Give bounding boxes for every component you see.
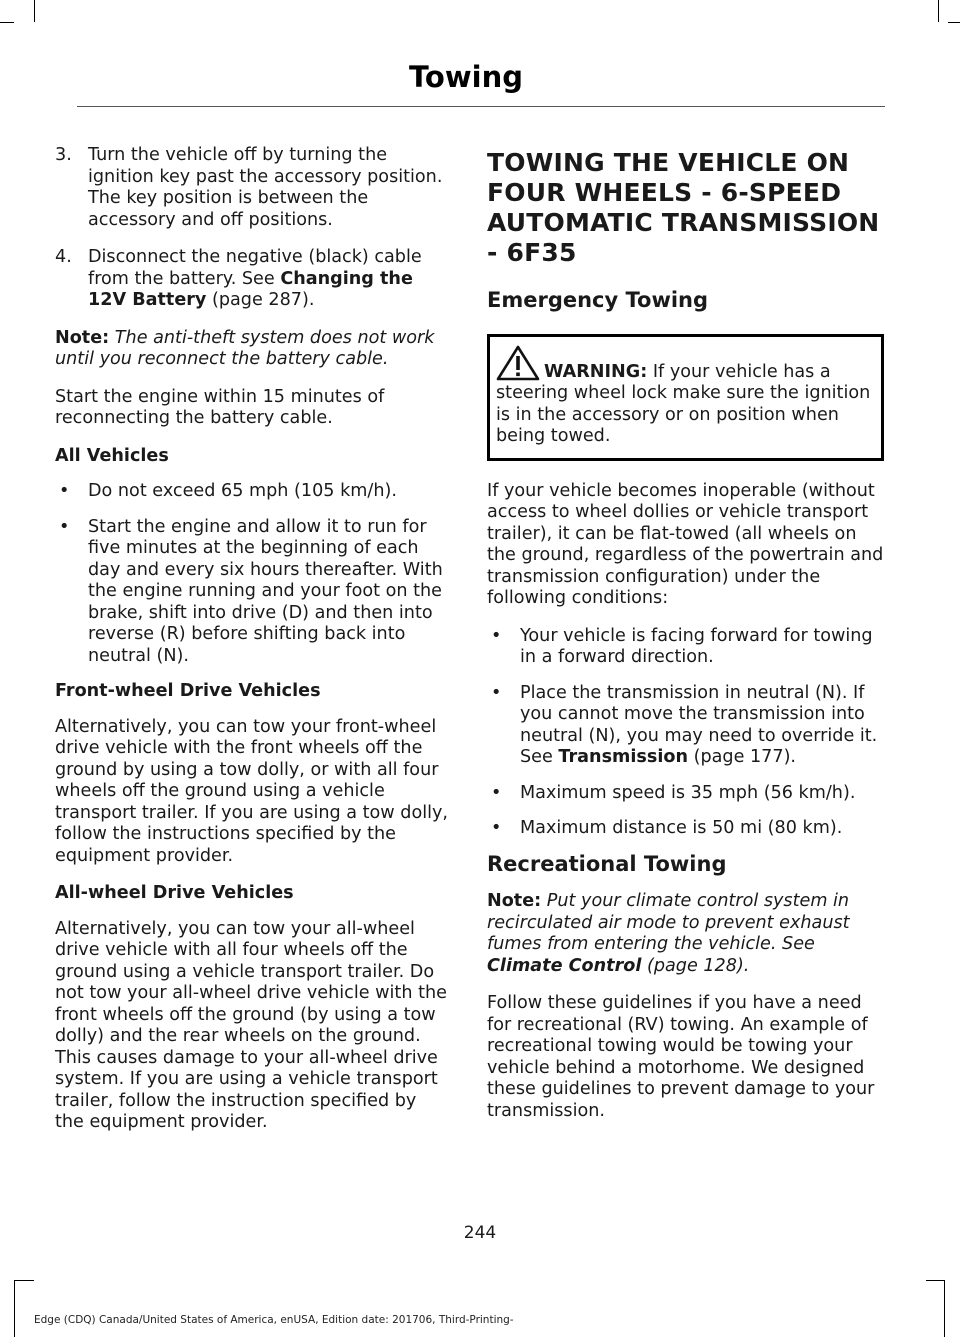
crop-mark xyxy=(14,1280,34,1281)
warning-triangle-icon xyxy=(496,345,540,381)
list-item-text: Maximum distance is 50 mi (80 km). xyxy=(520,818,843,838)
list-item xyxy=(487,783,884,805)
list-item xyxy=(487,683,884,769)
list-item xyxy=(55,481,450,503)
list-text-part: Place the transmission in neutral (N). If you cannot move the transmission into neutral (N), you may need to override it. See xyxy=(520,682,878,767)
paragraph: Alternatively, you can tow your front-wheel drive vehicle with the front wheels off the ground by using a tow dolly, or with all four wheels off the ground using a vehicle transport trailer. If you are using a tow dolly, follow the instructions specified by the equipment provider. xyxy=(55,716,448,866)
crop-mark xyxy=(926,1280,944,1281)
crop-mark xyxy=(938,0,939,22)
step-text: Turn the vehicle off by turning the ignition key past the accessory position. The key position is between the accessory and off positions. xyxy=(88,145,443,230)
subsection-heading-recreational-towing: Recreational Towing xyxy=(487,851,727,876)
crop-mark xyxy=(944,1280,945,1337)
paragraph: Follow these guidelines if you have a need for recreational (RV) towing. An example of recreational towing would be towing your vehicle behind a motorhome. We designed these guidelines to prevent damage to your transmission. xyxy=(487,993,875,1121)
warning-label: WARNING: xyxy=(544,361,648,382)
bullet-marker: • xyxy=(491,818,502,838)
step-text-part: Disconnect the negative (black) cable from the battery. See xyxy=(88,247,422,289)
paragraph: If your vehicle becomes inoperable (without access to wheel dollies or vehicle transport trailer), it can be flat-towed (all wheels on the ground, regardless of the powertrain and transmission configuration) under the following conditions: xyxy=(487,480,884,608)
list-item xyxy=(487,626,884,669)
subsection-heading-emergency-towing: Emergency Towing xyxy=(487,288,709,312)
paragraph: Start the engine within 15 minutes of reconnecting the battery cable. xyxy=(55,386,385,428)
step-number: 4. xyxy=(55,247,72,267)
main-section-heading: TOWING THE VEHICLE ON FOUR WHEELS - 6-SPEED AUTOMATIC TRANSMISSION - 6F35 xyxy=(487,148,880,267)
note-label: Note: xyxy=(487,891,542,911)
step-3 xyxy=(55,145,450,231)
cross-reference-link[interactable]: Transmission xyxy=(558,747,688,767)
cross-reference-link[interactable]: Changing the 12V Battery xyxy=(88,268,413,310)
section-heading-all-wheel-drive: All-wheel Drive Vehicles xyxy=(55,883,294,903)
section-heading-all-vehicles: All Vehicles xyxy=(55,445,169,466)
note-text: The anti-theft system does not work until you reconnect the battery cable. xyxy=(55,327,435,369)
left-column xyxy=(55,145,450,1150)
bullet-marker: • xyxy=(491,682,502,703)
footer-edition-info: Edge (CDQ) Canada/United States of America, enUSA, Edition date: 201706, Third-Printing- xyxy=(34,1314,514,1326)
note xyxy=(487,891,884,977)
step-4 xyxy=(55,247,450,312)
crop-mark xyxy=(0,22,14,23)
section-heading-front-wheel-drive: Front-wheel Drive Vehicles xyxy=(55,681,321,701)
paragraph: Alternatively, you can tow your all-wheel drive vehicle with all four wheels off the ground using a vehicle transport trailer. Do not tow your all-wheel drive vehicle with the front wheels off the ground (by using a tow dolly) and the rear wheels on the ground. This causes damage to your all-wheel drive system. If you are using a vehicle transport trailer, follow the instruction specified by the equipment provider. xyxy=(55,918,447,1132)
right-column xyxy=(487,145,884,1138)
page-header-title: Towing xyxy=(409,60,523,94)
list-item xyxy=(487,818,884,840)
crop-mark xyxy=(14,1280,15,1337)
list-item-text: Maximum speed is 35 mph (56 km/h). xyxy=(520,782,856,803)
list-text-part: (page 177). xyxy=(688,747,797,767)
bullet-marker: • xyxy=(59,516,70,537)
warning-text: If your vehicle has a steering wheel lock make sure the ignition is in the accessory or on position when being towed. xyxy=(496,361,871,446)
bullet-marker: • xyxy=(59,481,70,501)
page-number: 244 xyxy=(463,1223,497,1243)
header-rule xyxy=(77,106,885,107)
crop-mark xyxy=(948,22,960,23)
note-text: Put your climate control system in recirculated air mode to prevent exhaust fumes from entering the vehicle. See xyxy=(487,891,850,954)
list-item xyxy=(55,517,450,668)
list-item-text: Start the engine and allow it to run for five minutes at the beginning of each day and every six hours thereafter. With the engine running and your foot on the brake, shift into drive (D) and then into reverse (R) before shifting back into neutral (N). xyxy=(88,516,443,666)
note-label: Note: xyxy=(55,327,110,348)
bullet-marker: • xyxy=(491,625,502,646)
step-text-part: (page 287). xyxy=(206,290,315,310)
list-item-text: Your vehicle is facing forward for towing in a forward direction. xyxy=(520,625,873,667)
bullet-marker: • xyxy=(491,782,502,803)
step-number: 3. xyxy=(55,145,72,165)
crop-mark xyxy=(34,0,35,22)
step-text xyxy=(88,247,450,312)
note-text: (page 128). xyxy=(641,955,750,976)
list-item-text: Do not exceed 65 mph (105 km/h). xyxy=(88,481,397,501)
cross-reference-link[interactable]: Climate Control xyxy=(487,955,642,976)
warning-box xyxy=(487,334,884,461)
note xyxy=(55,328,450,371)
list-item-text xyxy=(520,683,884,769)
